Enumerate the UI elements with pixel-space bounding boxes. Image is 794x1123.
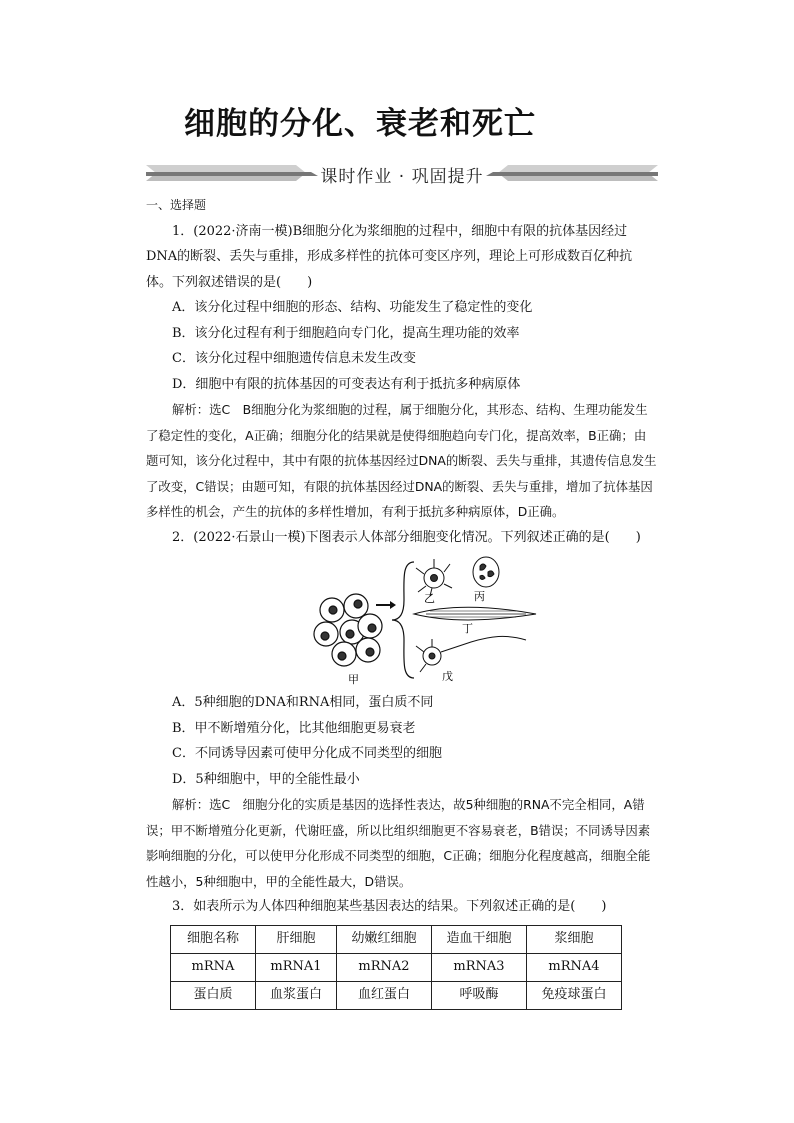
table-row	[171, 981, 622, 1009]
content	[146, 193, 658, 1010]
table-cell: mRNA3	[432, 953, 527, 981]
label-yi: 乙	[424, 592, 435, 605]
table-cell: mRNA4	[527, 953, 622, 981]
table-row	[171, 953, 622, 981]
table-cell: 免疫球蛋白	[527, 981, 622, 1009]
table-header-cell: 浆细胞	[527, 925, 622, 953]
q1-option-d: D．细胞中有限的抗体基因的可变表达有利于抵抗多种病原体	[172, 376, 521, 392]
q2-option-b: B．甲不断增殖分化，比其他细胞更易衰老	[172, 720, 416, 736]
cell-differentiation-figure	[146, 550, 658, 690]
q2-option-a: A．5种细胞的DNA和RNA相同，蛋白质不同	[172, 695, 434, 710]
section-banner	[146, 160, 658, 188]
q2-option-d: D．5种细胞中，甲的全能性最小	[172, 771, 360, 787]
q1-option-a: A．该分化过程中细胞的形态、结构、功能发生了稳定性的变化	[172, 300, 533, 315]
table-cell: 呼吸酶	[432, 981, 527, 1009]
table-header-cell: 幼嫩红细胞	[337, 925, 432, 953]
q2-analysis: 解析：选C 细胞分化的实质是基因的选择性表达，故5种细胞的RNA不完全相同，A错误；甲不断增殖分化更新，代谢旺盛，所以比组织细胞更不容易衰老，B错误；不同诱导因素影响细胞的分化，可以使甲分化形成不同类型的细胞，C正确；细胞分化程度越高，细胞全能性越小，5种细胞中，甲的全能性最大，D错误。	[146, 797, 651, 889]
q3-stem: 3．如表所示为人体四种细胞某些基因表达的结果。下列叙述正确的是( )	[172, 899, 607, 914]
table-header-cell: 造血干细胞	[432, 925, 527, 953]
table-cell: mRNA1	[256, 953, 337, 981]
q1-option-c: C．该分化过程中细胞遗传信息未发生改变	[172, 351, 416, 366]
label-jia: 甲	[348, 673, 359, 686]
label-bing: 丙	[474, 590, 485, 603]
table-row	[171, 925, 622, 953]
table-cell: 血浆蛋白	[256, 981, 337, 1009]
cell-diagram	[146, 550, 658, 690]
banner-text: 课时作业 · 巩固提升	[320, 167, 484, 187]
label-wu: 戊	[442, 670, 453, 683]
table-cell: 蛋白质	[171, 981, 256, 1009]
q2-stem: 2．(2022·石景山一模)下图表示人体部分细胞变化情况。下列叙述正确的是( )	[172, 529, 641, 545]
q1-analysis: 解析：选C B细胞分化为浆细胞的过程，属于细胞分化，其形态、结构、生理功能发生了稳定性的变化，A正确；细胞分化的结果就是使得细胞趋向专门化，提高效率，B正确；由题可知，该分化过程中，其中有限的抗体基因经过DNA的断裂、丢失与重排，其遗传信息发生了改变，C错误；由题可知，有限的抗体基因经过DNA的断裂、丢失与重排，增加了抗体基因多样性的机会，产生的抗体的多样性增加，有利于抵抗多种病原体，D正确。	[146, 402, 657, 519]
gene-expression-table	[170, 925, 622, 1010]
q2-option-c: C．不同诱导因素可使甲分化成不同类型的细胞	[172, 746, 442, 761]
q1-option-b: B．该分化过程有利于细胞趋向专门化，提高生理功能的效率	[172, 325, 520, 341]
label-ding: 丁	[462, 622, 473, 635]
table-header-cell: 肝细胞	[256, 925, 337, 953]
table-cell: mRNA	[171, 953, 256, 981]
page-title: 细胞的分化、衰老和死亡	[184, 106, 536, 142]
table-cell: mRNA2	[337, 953, 432, 981]
table-header-cell: 细胞名称	[171, 925, 256, 953]
table-cell: 血红蛋白	[337, 981, 432, 1009]
section-heading: 一、选择题	[146, 198, 207, 212]
q1-stem: 1．(2022·济南一模)B细胞分化为浆细胞的过程中，细胞中有限的抗体基因经过DNA的断裂、丢失与重排，形成多样性的抗体可变区序列，理论上可形成数百亿种抗体。下列叙述错误的是( )	[146, 223, 633, 290]
